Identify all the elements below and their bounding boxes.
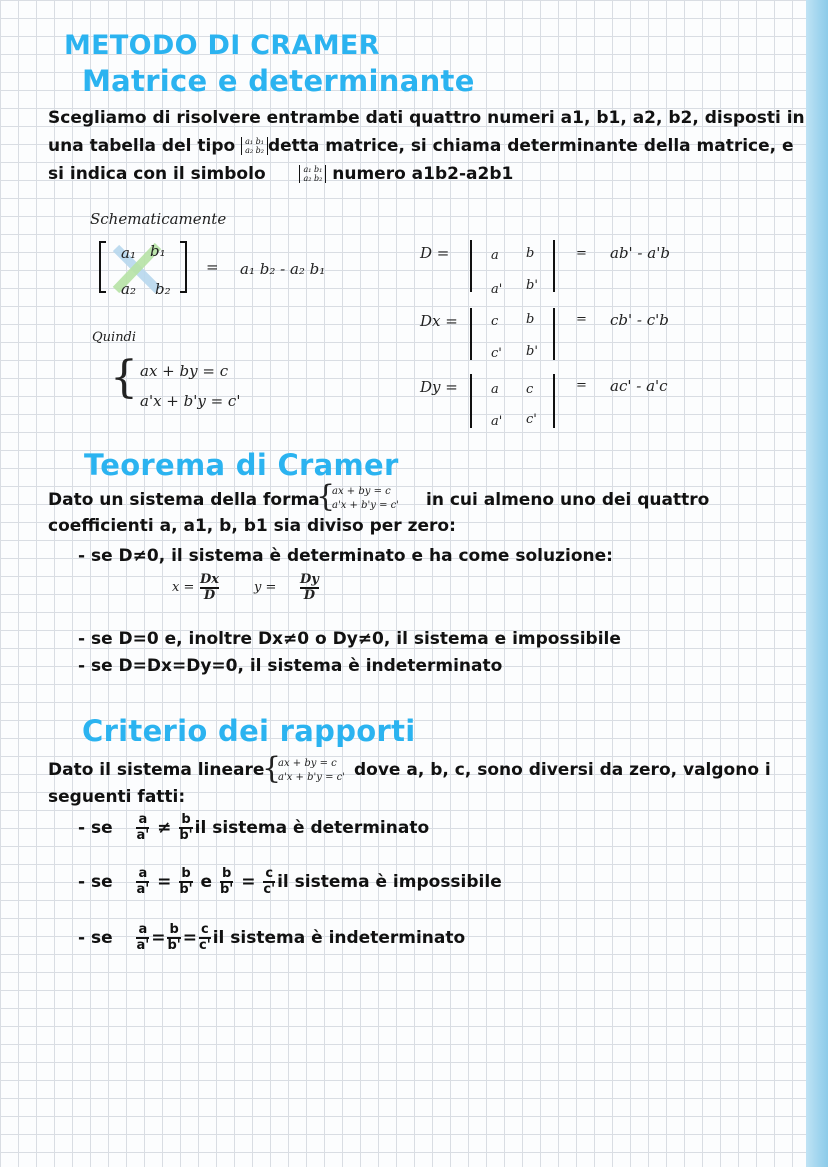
teorema-bullet-3: - se D=Dx=Dy=0, il sistema è indeterminato: [78, 656, 503, 676]
inline-matrix-top: a₁ b₁: [245, 137, 264, 146]
rule-1: [78, 814, 429, 842]
intro-line-3-end: numero a1b2-a2b1: [332, 164, 514, 184]
intro-line-2-end: detta matrice, si chiama determinante della matrice, e: [267, 136, 794, 156]
det-d-r1c1: a: [491, 248, 499, 263]
det-d-value: ab' - a'b: [610, 244, 670, 262]
criterio-line-1-start: Dato il sistema lineare: [48, 760, 265, 780]
teorema-bullet-1: - se D≠0, il sistema è determinato e ha come soluzione:: [78, 546, 613, 566]
schema-equals: =: [206, 258, 219, 276]
solution-y-fraction: [298, 574, 321, 602]
rule-3-se: - se: [78, 928, 113, 948]
inline-det-top: a₁ b₁: [303, 165, 323, 174]
det-dy-r1c1: a: [491, 382, 499, 397]
rule-2-d4: c': [263, 882, 276, 897]
intro-line-3-start: si indica con il simbolo: [48, 164, 266, 184]
teorema-bullet-2: - se D=0 e, inoltre Dx≠0 o Dy≠0, il sistema e impossibile: [78, 629, 621, 649]
rule-3-op1: =: [151, 928, 166, 948]
rule-2-conj: e: [200, 872, 213, 892]
rule-3-d2: b': [167, 938, 181, 953]
rule-3: [78, 924, 465, 952]
rule-1-se: - se: [78, 818, 113, 838]
rule-2-se: - se: [78, 872, 113, 892]
solution-y-numerator: Dy: [300, 572, 319, 587]
det-d-bar-left: [470, 240, 472, 292]
teorema-system-line-1: ax + by = c: [332, 486, 391, 497]
rule-2-n3: b: [221, 866, 232, 881]
teorema-line-1-end: in cui almeno uno dei quattro: [426, 490, 710, 510]
rule-3-n2: b: [169, 922, 179, 937]
det-dx-bar-right: [553, 308, 555, 360]
teorema-line-2: coefficienti a, a1, b, b1 sia diviso per zero:: [48, 516, 456, 536]
rule-2-text: il sistema è impossibile: [277, 872, 502, 892]
rule-1-d1: a': [136, 828, 150, 843]
det-dx-r1c1: c: [491, 314, 499, 329]
page-title: METODO DI CRAMER: [64, 30, 380, 61]
intro-line-3: [48, 160, 513, 188]
rule-2-d3: b': [220, 882, 234, 897]
schema-b1: b₁: [150, 242, 166, 260]
teorema-system-brace: {: [316, 479, 336, 514]
system-brace: {: [110, 352, 138, 403]
det-dx-label: Dx =: [420, 312, 458, 330]
rule-3-text: il sistema è indeterminato: [212, 928, 466, 948]
inline-det-bottom: a₂ b₂: [303, 174, 323, 183]
det-d-bar-right: [553, 240, 555, 292]
det-dy-r1c2: c: [526, 382, 534, 397]
det-dx-r2c2: b': [526, 344, 538, 359]
rule-2-d2: b': [179, 882, 193, 897]
rule-2-n2: b: [181, 866, 191, 881]
det-dx-r2c1: c': [491, 346, 502, 361]
rule-3-op2: =: [182, 928, 198, 948]
inline-matrix-bottom: a₂ b₂: [245, 146, 264, 155]
criterio-system-line-2: a'x + b'y = c': [278, 772, 345, 783]
quindi-label: Quindi: [92, 330, 137, 345]
schema-b2: b₂: [155, 280, 171, 298]
teorema-system-line-2: a'x + b'y = c': [332, 500, 399, 511]
system-line-1: ax + by = c: [140, 362, 229, 380]
det-dy-label: Dy =: [420, 378, 458, 396]
schema-a1: a₁: [121, 244, 136, 262]
section-title-criterio: Criterio dei rapporti: [82, 714, 416, 748]
schema-a2: a₂: [121, 280, 136, 298]
det-dy-value: ac' - a'c: [610, 377, 668, 395]
det-d-r2c2: b': [526, 278, 538, 293]
rule-1-n2: b: [181, 812, 191, 827]
inline-determinant-symbol: [299, 165, 326, 183]
rule-2-op1: =: [157, 872, 172, 892]
rule-1-d2: b': [179, 828, 193, 843]
rule-3-d1: a': [136, 938, 150, 953]
rule-2-d1: a': [136, 882, 150, 897]
rule-1-text: il sistema è determinato: [194, 818, 430, 838]
rule-2-n1: a: [138, 866, 148, 881]
det-d-label: D =: [420, 244, 450, 262]
teorema-line-1-start: Dato un sistema della forma: [48, 490, 320, 510]
rule-3-d3: c': [199, 938, 211, 953]
intro-line-2: [48, 132, 794, 160]
det-dx-r1c2: b: [526, 312, 535, 327]
schema-matrix-diagram: [96, 238, 196, 298]
solution-y-denominator: D: [303, 588, 316, 603]
rule-2-n4: c: [265, 866, 274, 881]
det-d-r1c2: b: [526, 246, 535, 261]
section-title-matrice: Matrice e determinante: [82, 64, 475, 98]
solution-x-numerator: Dx: [200, 572, 220, 587]
section-title-teorema: Teorema di Cramer: [84, 448, 399, 482]
det-dx-value: cb' - c'b: [610, 311, 669, 329]
solution-x-label: x =: [172, 580, 195, 595]
det-d-r2c1: a': [491, 282, 503, 297]
rule-2-op2: =: [241, 872, 256, 892]
rule-3-n3: c: [201, 922, 209, 937]
criterio-system-brace: {: [262, 751, 282, 786]
right-bracket: [180, 242, 186, 292]
page-edge-strip: [806, 0, 828, 1167]
det-dx-equals: =: [576, 312, 587, 327]
rule-1-n1: a: [138, 812, 148, 827]
solution-x-denominator: D: [203, 588, 216, 603]
criterio-system-line-1: ax + by = c: [278, 758, 337, 769]
intro-line-1: Scegliamo di risolvere entrambe dati quattro numeri a1, b1, a2, b2, disposti in: [48, 108, 805, 128]
det-dy-bar-left: [470, 374, 472, 428]
det-d-equals: =: [576, 246, 587, 261]
rule-3-n1: a: [138, 922, 148, 937]
inline-matrix: [241, 137, 268, 155]
rule-1-op: ≠: [157, 818, 172, 838]
det-dy-r2c1: a': [491, 414, 503, 429]
det-dy-equals: =: [576, 378, 587, 393]
solution-y-label: y =: [254, 580, 277, 595]
system-line-2: a'x + b'y = c': [140, 392, 241, 410]
schema-label: Schematicamente: [90, 210, 227, 228]
intro-line-2-start: una tabella del tipo: [48, 136, 236, 156]
det-dx-bar-left: [470, 308, 472, 360]
criterio-line-2: seguenti fatti:: [48, 787, 186, 807]
det-dy-r2c2: c': [526, 412, 537, 427]
det-dy-bar-right: [553, 374, 555, 428]
rule-2: [78, 868, 502, 896]
schema-result: a₁ b₂ - a₂ b₁: [240, 260, 326, 278]
left-bracket: [100, 242, 106, 292]
solution-x-fraction: [198, 574, 221, 602]
criterio-line-1-end: dove a, b, c, sono diversi da zero, valgono i: [354, 760, 771, 780]
